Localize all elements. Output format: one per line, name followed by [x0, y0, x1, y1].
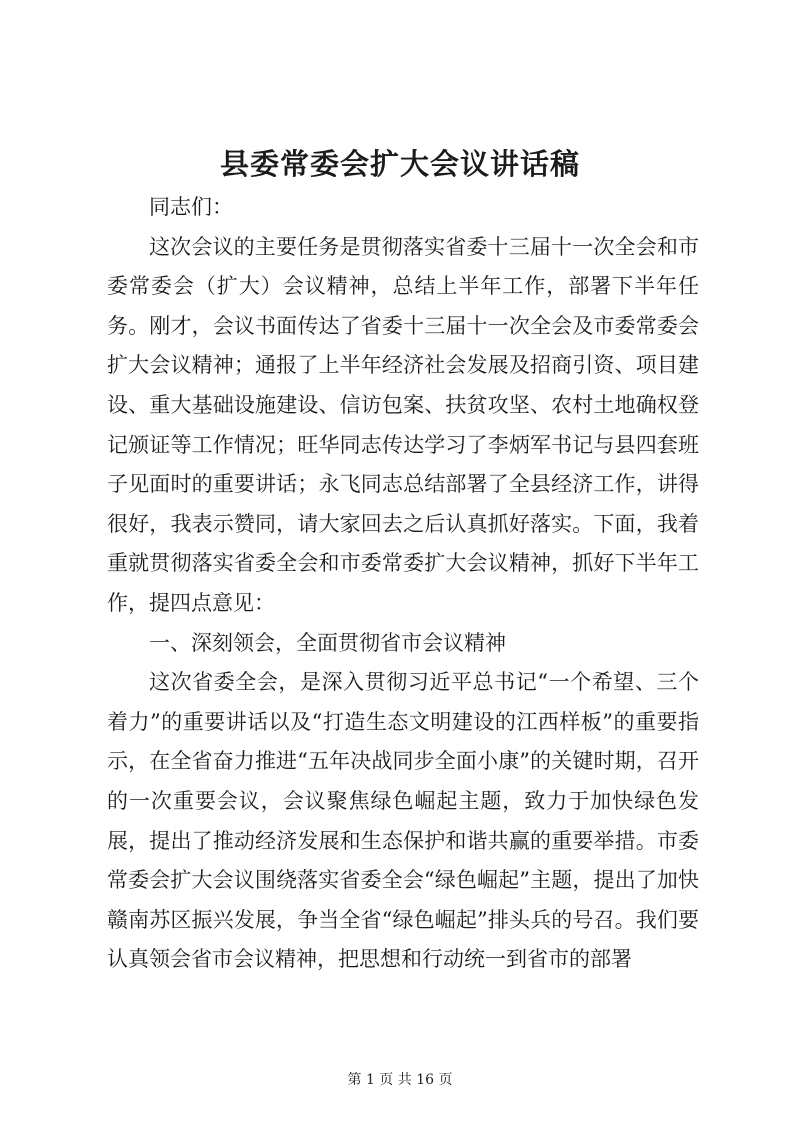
document-body	[107, 188, 699, 980]
document-title: 县委常委会扩大会议讲话稿	[219, 147, 580, 181]
body-paragraph: 这次会议的主要任务是贯彻落实省委十三届十一次全会和市委常委会（扩大）会议精神，总结上半年工作，部署下半年任务。刚才，会议书面传达了省委十三届十一次全会及市委常委会扩大会议精神；通报了上半年经济社会发展及招商引资、项目建设、重大基础设施建设、信访包案、扶贫攻坚、农村土地确权登记颁证等工作情况；旺华同志传达学习了李炳军书记与县四套班子见面时的重要讲话；永飞同志总结部署了全县经济工作，讲得很好，我表示赞同，请大家回去之后认真抓好落实。下面，我着重就贯彻落实省委全会和市委常委扩大会议精神，抓好下半年工作，提四点意见：	[107, 234, 699, 615]
page-number-footer: 第 1 页 共 16 页	[347, 1072, 453, 1088]
section-heading: 一、深刻领会，全面贯彻省市会议精神	[149, 630, 506, 655]
salutation: 同志们：	[149, 195, 233, 219]
body-paragraph: 这次省委全会，是深入贯彻习近平总书记“一个希望、三个着力”的重要讲话以及“打造生态文明建设的江西样板”的重要指示，在全省奋力推进“五年决战同步全面小康”的关键时期，召开的一次重要会议，会议聚焦绿色崛起主题，致力于加快绿色发展，提出了推动经济发展和生态保护和谐共赢的重要举措。市委常委会扩大会议围绕落实省委全会“绿色崛起”主题，提出了加快赣南苏区振兴发展，争当全省“绿色崛起”排头兵的号召。我们要认真领会省市会议精神，把思想和行动统一到省市的部署	[107, 670, 699, 972]
